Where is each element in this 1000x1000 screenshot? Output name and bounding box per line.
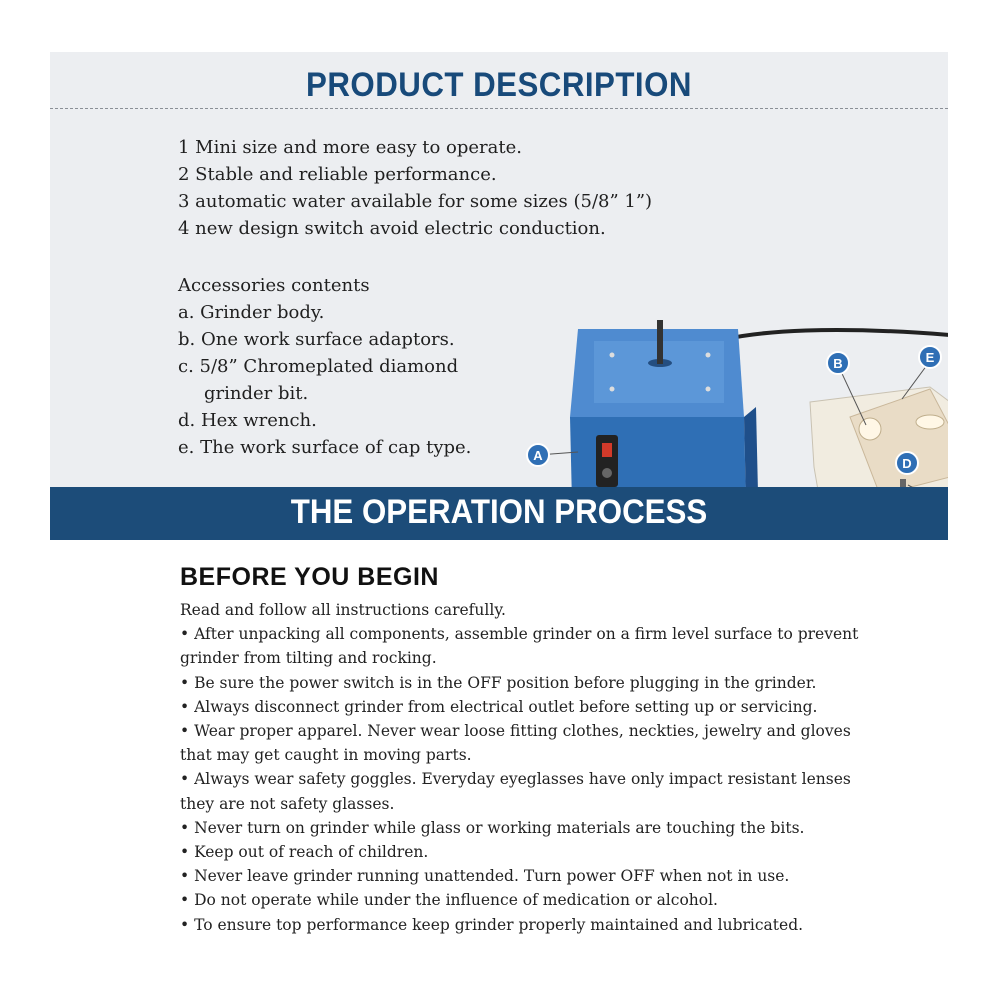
- callout-b: [827, 352, 849, 374]
- safety-instructions: [180, 598, 880, 937]
- svg-text:D: D: [902, 456, 912, 471]
- instruction-line: they are not safety glasses.: [180, 794, 395, 813]
- callout-e: [919, 346, 941, 368]
- feature-list: [178, 134, 652, 242]
- accessory-item: b. One work surface adaptors.: [178, 329, 455, 350]
- feature-item: 2 Stable and reliable performance.: [178, 164, 497, 185]
- instruction-line: Read and follow all instructions carefully.: [180, 601, 506, 619]
- instruction-line: • To ensure top performance keep grinder properly maintained and lubricated.: [180, 915, 804, 934]
- accessories-heading: Accessories contents: [178, 275, 370, 296]
- before-you-begin-heading: BEFORE YOU BEGIN: [180, 563, 439, 591]
- instruction-line: • Be sure the power switch is in the OFF position before plugging in the grinder.: [180, 673, 817, 692]
- callout-a: [527, 444, 549, 466]
- instruction-line: • Always wear safety goggles. Everyday eyeglasses have only impact resistant lenses: [180, 770, 851, 789]
- accessory-item: e. The work surface of cap type.: [178, 437, 472, 458]
- instruction-line: that may get caught in moving parts.: [180, 746, 472, 765]
- feature-item: 4 new design switch avoid electric conduction.: [178, 218, 606, 239]
- operation-process-banner: [50, 487, 948, 540]
- instruction-line: grinder from tilting and rocking.: [180, 649, 437, 668]
- switch-panel: [596, 435, 618, 487]
- svg-text:E: E: [925, 350, 935, 365]
- power-switch: [602, 443, 612, 457]
- instruction-line: • Always disconnect grinder from electrical outlet before setting up or servicing.: [180, 697, 818, 716]
- grinder-body: [570, 320, 758, 509]
- title-divider: [50, 108, 948, 109]
- callout-d: [892, 448, 922, 478]
- instruction-line: • After unpacking all components, assemble grinder on a firm level surface to prevent: [180, 625, 859, 644]
- grinder-illustration: [520, 267, 948, 517]
- instruction-line: • Do not operate while under the influence of medication or alcohol.: [180, 891, 718, 910]
- product-description-title: PRODUCT DESCRIPTION: [306, 66, 692, 104]
- feature-item: 3 automatic water available for some sizes (5/8” 1”): [178, 191, 653, 212]
- spindle: [657, 320, 663, 364]
- accessory-item: d. Hex wrench.: [178, 410, 317, 431]
- accessory-item: a. Grinder body.: [178, 302, 325, 323]
- instruction-line: • Wear proper apparel. Never wear loose fitting clothes, neckties, jewelry and gloves: [180, 722, 851, 741]
- work-surface-tray: [810, 387, 948, 502]
- feature-item: 1 Mini size and more easy to operate.: [178, 137, 522, 158]
- accessory-item: grinder bit.: [204, 383, 309, 404]
- accessories-list: [178, 272, 471, 461]
- svg-text:A: A: [533, 448, 543, 463]
- operation-process-title: THE OPERATION PROCESS: [290, 493, 708, 531]
- tray-hole: [859, 418, 881, 440]
- svg-text:B: B: [833, 356, 843, 371]
- instruction-line: • Never turn on grinder while glass or working materials are touching the bits.: [180, 818, 805, 837]
- instruction-line: • Keep out of reach of children.: [180, 843, 429, 862]
- accessory-item: c. 5/8” Chromeplated diamond: [178, 356, 459, 377]
- product-description-panel: [50, 52, 948, 540]
- instruction-line: • Never leave grinder running unattended. Turn power OFF when not in use.: [180, 867, 790, 886]
